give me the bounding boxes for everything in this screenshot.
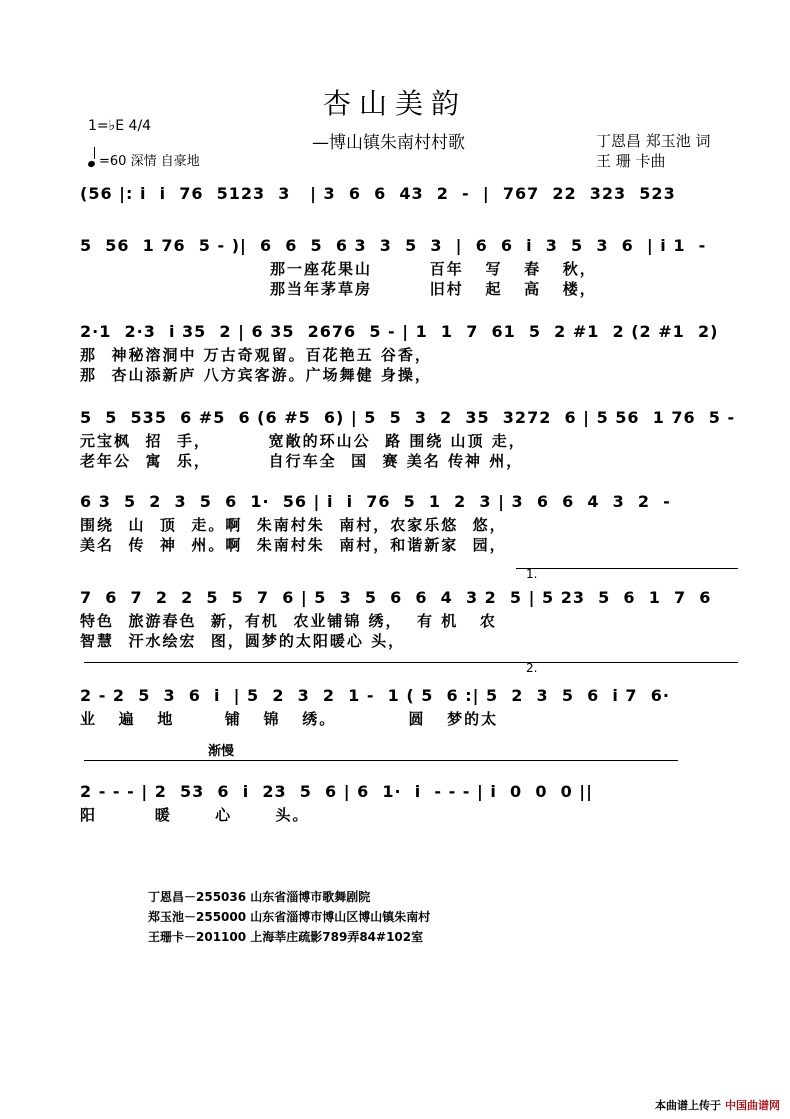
footer-watermark (655, 1097, 780, 1113)
lyric-verse-1: 那 神秘溶洞中 万古奇观留。百花艳五 谷香， (80, 346, 432, 364)
tempo-marking (88, 150, 200, 169)
lyric-verse-2: 那当年茅草房 旧村 起 高 楼， (270, 280, 597, 298)
lyric-verse-1: 特色 旅游春色 新，有机 农业铺锦 绣， 有 机 农 (80, 612, 497, 630)
score-row-8 (80, 778, 740, 828)
volta-2-line (84, 662, 738, 663)
volta-1-line (516, 568, 738, 569)
score-row-2 (80, 232, 740, 302)
lyric-verse-2: 智慧 汗水绘宏 图，圆梦的太阳暖心 头， (80, 632, 406, 650)
score-row-7 (80, 682, 740, 732)
lyric-verse-1: 围绕 山 顶 走。啊 朱南村朱 南村，农家乐悠 悠， (80, 516, 507, 534)
notation-line: 2 - - - | 2 53 6 i 23 5 6 | 6 1· i - - - | i 0 0 0 || (80, 782, 593, 801)
lyric-verse-1: 那一座花果山 百年 写 春 秋， (270, 260, 597, 278)
volta-1-label: 1. (526, 567, 538, 581)
tempo-text: =60 深情 自豪地 (99, 154, 200, 169)
lyric-verse-2: 美名 传 神 州。啊 朱南村朱 南村，和谐新家 园， (80, 536, 507, 554)
notation-line: 5 56 1 76 5 - )| 6 6 5 6 3 3 5 3 | 6 6 i 3 5 3 6 | i 1 - (80, 236, 707, 255)
notation-line: (56 |: i i 76 5123 3 | 3 6 6 43 2 - | 767 22 323 523 (80, 184, 676, 203)
score-row-6 (80, 584, 740, 654)
score-row-4 (80, 404, 740, 474)
contact-line-2: 郑玉池－255000 山东省淄博市博山区博山镇朱南村 (148, 910, 431, 924)
site-logo[interactable]: 中国曲谱网 (725, 1099, 780, 1112)
footer-text: 本曲谱上传于 (655, 1099, 721, 1112)
score-row-3 (80, 318, 740, 388)
song-subtitle: —博山镇朱南村村歌 (312, 133, 465, 153)
composer-credit: 王 珊 卡曲 (596, 152, 666, 170)
song-title: 杏山美韵 (322, 87, 467, 120)
notation-line: 6 3 5 2 3 5 6 1· 56 | i i 76 5 1 2 3 | 3 6 6 4 3 2 - (80, 492, 671, 511)
lyric-verse-2: 老年公 寓 乐， 自行车全 国 赛 美名 传神 州， (80, 452, 524, 470)
extension-line (84, 760, 678, 761)
lyric-verse-2: 那 杏山添新庐 八方宾客游。广场舞健 身操， (80, 366, 432, 384)
contact-line-1: 丁恩昌－255036 山东省淄博市歌舞剧院 (148, 890, 371, 904)
lyric-verse-1: 业 遍 地 铺 锦 绣。 圆 梦的太 (80, 710, 499, 728)
quarter-note-icon (87, 160, 96, 168)
ritardando-marking: 渐慢 (208, 744, 235, 759)
notation-line: 7 6 7 2 2 5 5 7 6 | 5 3 5 6 6 4 3 2 5 | 5 23 5 6 1 7 6 (80, 588, 712, 607)
notation-line: 2 - 2 5 3 6 i | 5 2 3 2 1 - 1 ( 5 6 :| 5 2 3 5 6 i 7 6· (80, 686, 670, 705)
contact-line-3: 王珊卡－201100 上海莘庄疏影789弄84#102室 (148, 930, 424, 944)
key-signature: 1=♭E 4/4 (88, 118, 152, 134)
notation-line: 5 5 535 6 #5 6 (6 #5 6) | 5 5 3 2 35 3272 6 | 5 56 1 76 5 - (80, 408, 736, 427)
notation-line: 2·1 2·3 i 35 2 | 6 35 2676 5 - | 1 1 7 61 5 2 #1 2 (2 #1 2) (80, 322, 719, 341)
volta-2-label: 2. (526, 661, 538, 675)
score-row-1 (80, 180, 740, 220)
lyric-verse-1: 阳 暖 心 头。 (80, 806, 310, 824)
score-row-5 (80, 488, 740, 558)
lyric-verse-1: 元宝枫 招 手， 宽敞的环山公 路 围绕 山顶 走， (80, 432, 526, 450)
lyricist-credit: 丁恩昌 郑玉池 词 (596, 132, 711, 150)
